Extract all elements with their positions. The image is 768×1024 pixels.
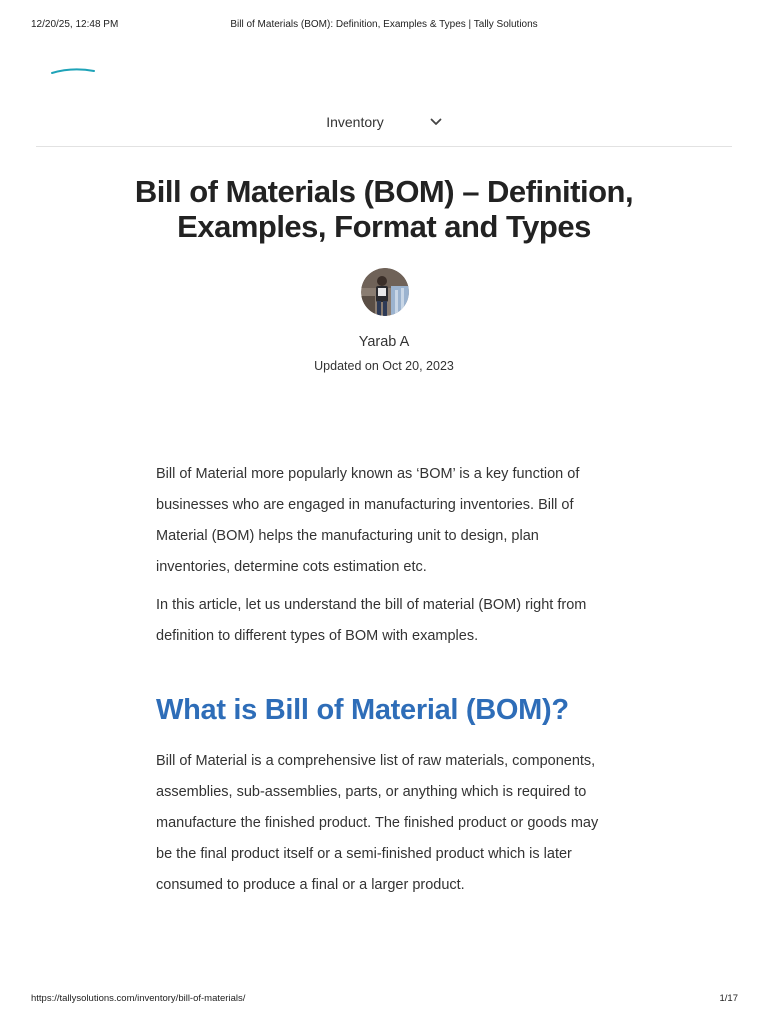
print-doc-title: Bill of Materials (BOM): Definition, Examples & Types | Tally Solutions: [230, 19, 538, 30]
updated-date: Updated on Oct 20, 2023: [314, 359, 454, 373]
header-divider: [36, 146, 732, 147]
intro-paragraph-1: Bill of Material more popularly known as ‘BOM’ is a key function of businesses who are engaged in manufacturing inventories. Bill of Material (BOM) helps the manufacturing unit to design, plan inventories, determine cots estimation etc.: [156, 466, 580, 575]
chevron-down-icon[interactable]: [430, 118, 442, 126]
author-name[interactable]: Yarab A: [358, 334, 410, 350]
avatar-image: [361, 268, 409, 316]
print-datetime: 12/20/25, 12:48 PM: [31, 19, 119, 30]
print-footer: [0, 993, 768, 1007]
section-paragraph-1: Bill of Material is a comprehensive list of raw materials, components, assemblies, sub-assemblies, parts, or anything which is required to manufacture the finished product. The finished product or goods may be the final product itself or a semi-finished product which is later consumed to produce a final or a larger product.: [156, 753, 599, 893]
page-title: [100, 174, 668, 244]
tally-logo[interactable]: [50, 66, 96, 76]
article-intro: [156, 459, 616, 652]
page-title-line-1: Bill of Materials (BOM) – Definition,: [134, 174, 634, 209]
section-heading: What is Bill of Material (BOM)?: [156, 694, 569, 726]
page-title-line-2: Examples, Format and Types: [177, 209, 591, 244]
author-avatar[interactable]: [361, 268, 409, 316]
section-body: [156, 746, 616, 901]
print-url: https://tallysolutions.com/inventory/bill-of-materials/: [31, 993, 246, 1004]
print-header: [0, 19, 768, 33]
nav-category-label[interactable]: Inventory: [326, 114, 384, 130]
print-page-number: 1/17: [719, 993, 738, 1004]
category-nav[interactable]: [0, 114, 768, 136]
intro-paragraph-2: In this article, let us understand the bill of material (BOM) right from definition to different types of BOM with examples.: [156, 597, 587, 644]
